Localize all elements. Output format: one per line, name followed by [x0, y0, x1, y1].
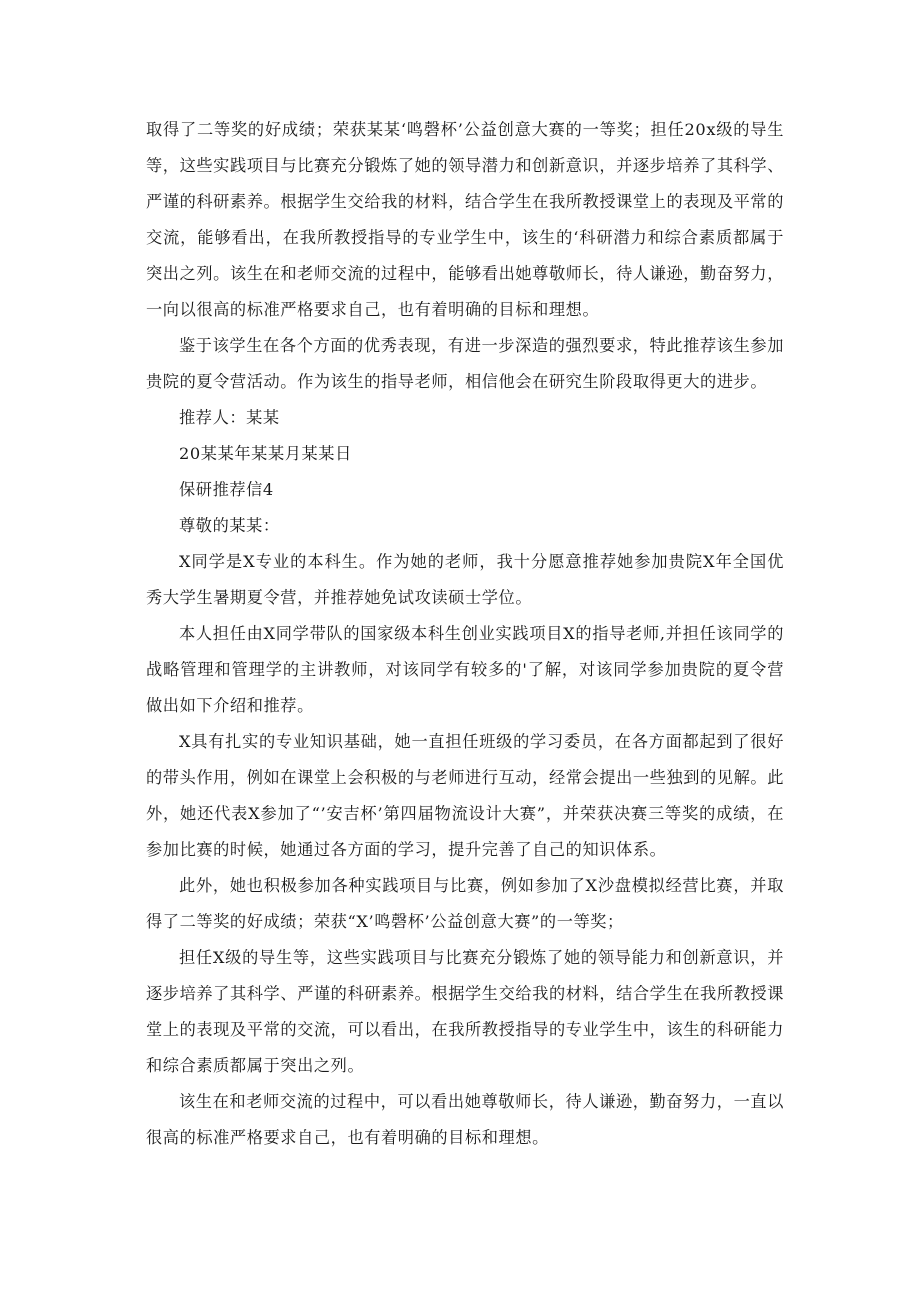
- paragraph-continuation: 取得了二等奖的好成绩；荣获某某‘鸣磬杯’公益创意大赛的一等奖；担任20x级的导生等，这些实践项目与比赛充分锻炼了她的领导潜力和创新意识，并逐步培养了其科学、严谨的科研素养。根据学生交给我的材料，结合学生在我所教授课堂上的表现及平常的交流，能够看出，在我所教授指导的专业学生中，该生的‘科研潜力和综合素质都属于突出之列。该生在和老师交流的过程中，能够看出她尊敬师长，待人谦逊，勤奋努力，一向以很高的标准严格要求自己，也有着明确的目标和理想。: [146, 120, 784, 319]
- paragraph-date: 20某某年某某月某某日: [179, 444, 352, 463]
- paragraph-recommender: 推荐人：某某: [179, 408, 280, 427]
- paragraph-recommendation-conclusion: 鉴于该学生在各个方面的优秀表现，有进一步深造的强烈要求，特此推荐该生参加贵院的夏令营活动。作为该生的指导老师，相信他会在研究生阶段取得更大的进步。: [146, 336, 784, 391]
- paragraph-competitions: 此外，她也积极参加各种实践项目与比赛，例如参加了X沙盘模拟经营比赛，并取得了二等奖的好成绩；荣获“X’鸣磬杯’公益创意大赛”的一等奖；: [146, 876, 784, 931]
- paragraph-character: 该生在和老师交流的过程中，可以看出她尊敬师长，待人谦逊，勤奋努力，一直以很高的标准严格要求自己，也有着明确的目标和理想。: [146, 1092, 784, 1147]
- paragraph-leadership: 担任X级的导生等，这些实践项目与比赛充分锻炼了她的领导能力和创新意识，并逐步培养了其科学、严谨的科研素养。根据学生交给我的材料，结合学生在我所教授课堂上的表现及平常的交流，可以看出，在我所教授指导的专业学生中，该生的科研能力和综合素质都属于突出之列。: [146, 948, 784, 1075]
- paragraph-knowledge: X具有扎实的专业知识基础，她一直担任班级的学习委员，在各方面都起到了很好的带头作用，例如在课堂上会积极的与老师进行互动，经常会提出一些独到的见解。此外，她还代表X参加了“’安吉杯’第四届物流设计大赛”，并荣获决赛三等奖的成绩，在参加比赛的时候，她通过各方面的学习，提升完善了自己的知识体系。: [146, 732, 784, 859]
- section-title: 保研推荐信4: [179, 480, 274, 499]
- document-body: [146, 112, 784, 1156]
- paragraph-intro: X同学是X专业的本科生。作为她的老师，我十分愿意推荐她参加贵院X年全国优秀大学生暑期夏令营，并推荐她免试攻读硕士学位。: [146, 552, 784, 607]
- salutation: 尊敬的某某：: [179, 516, 280, 535]
- paragraph-relationship: 本人担任由X同学带队的国家级本科生创业实践项目X的指导老师,并担任该同学的战略管理和管理学的主讲教师，对该同学有较多的'了解，对该同学参加贵院的夏令营做出如下介绍和推荐。: [146, 624, 784, 715]
